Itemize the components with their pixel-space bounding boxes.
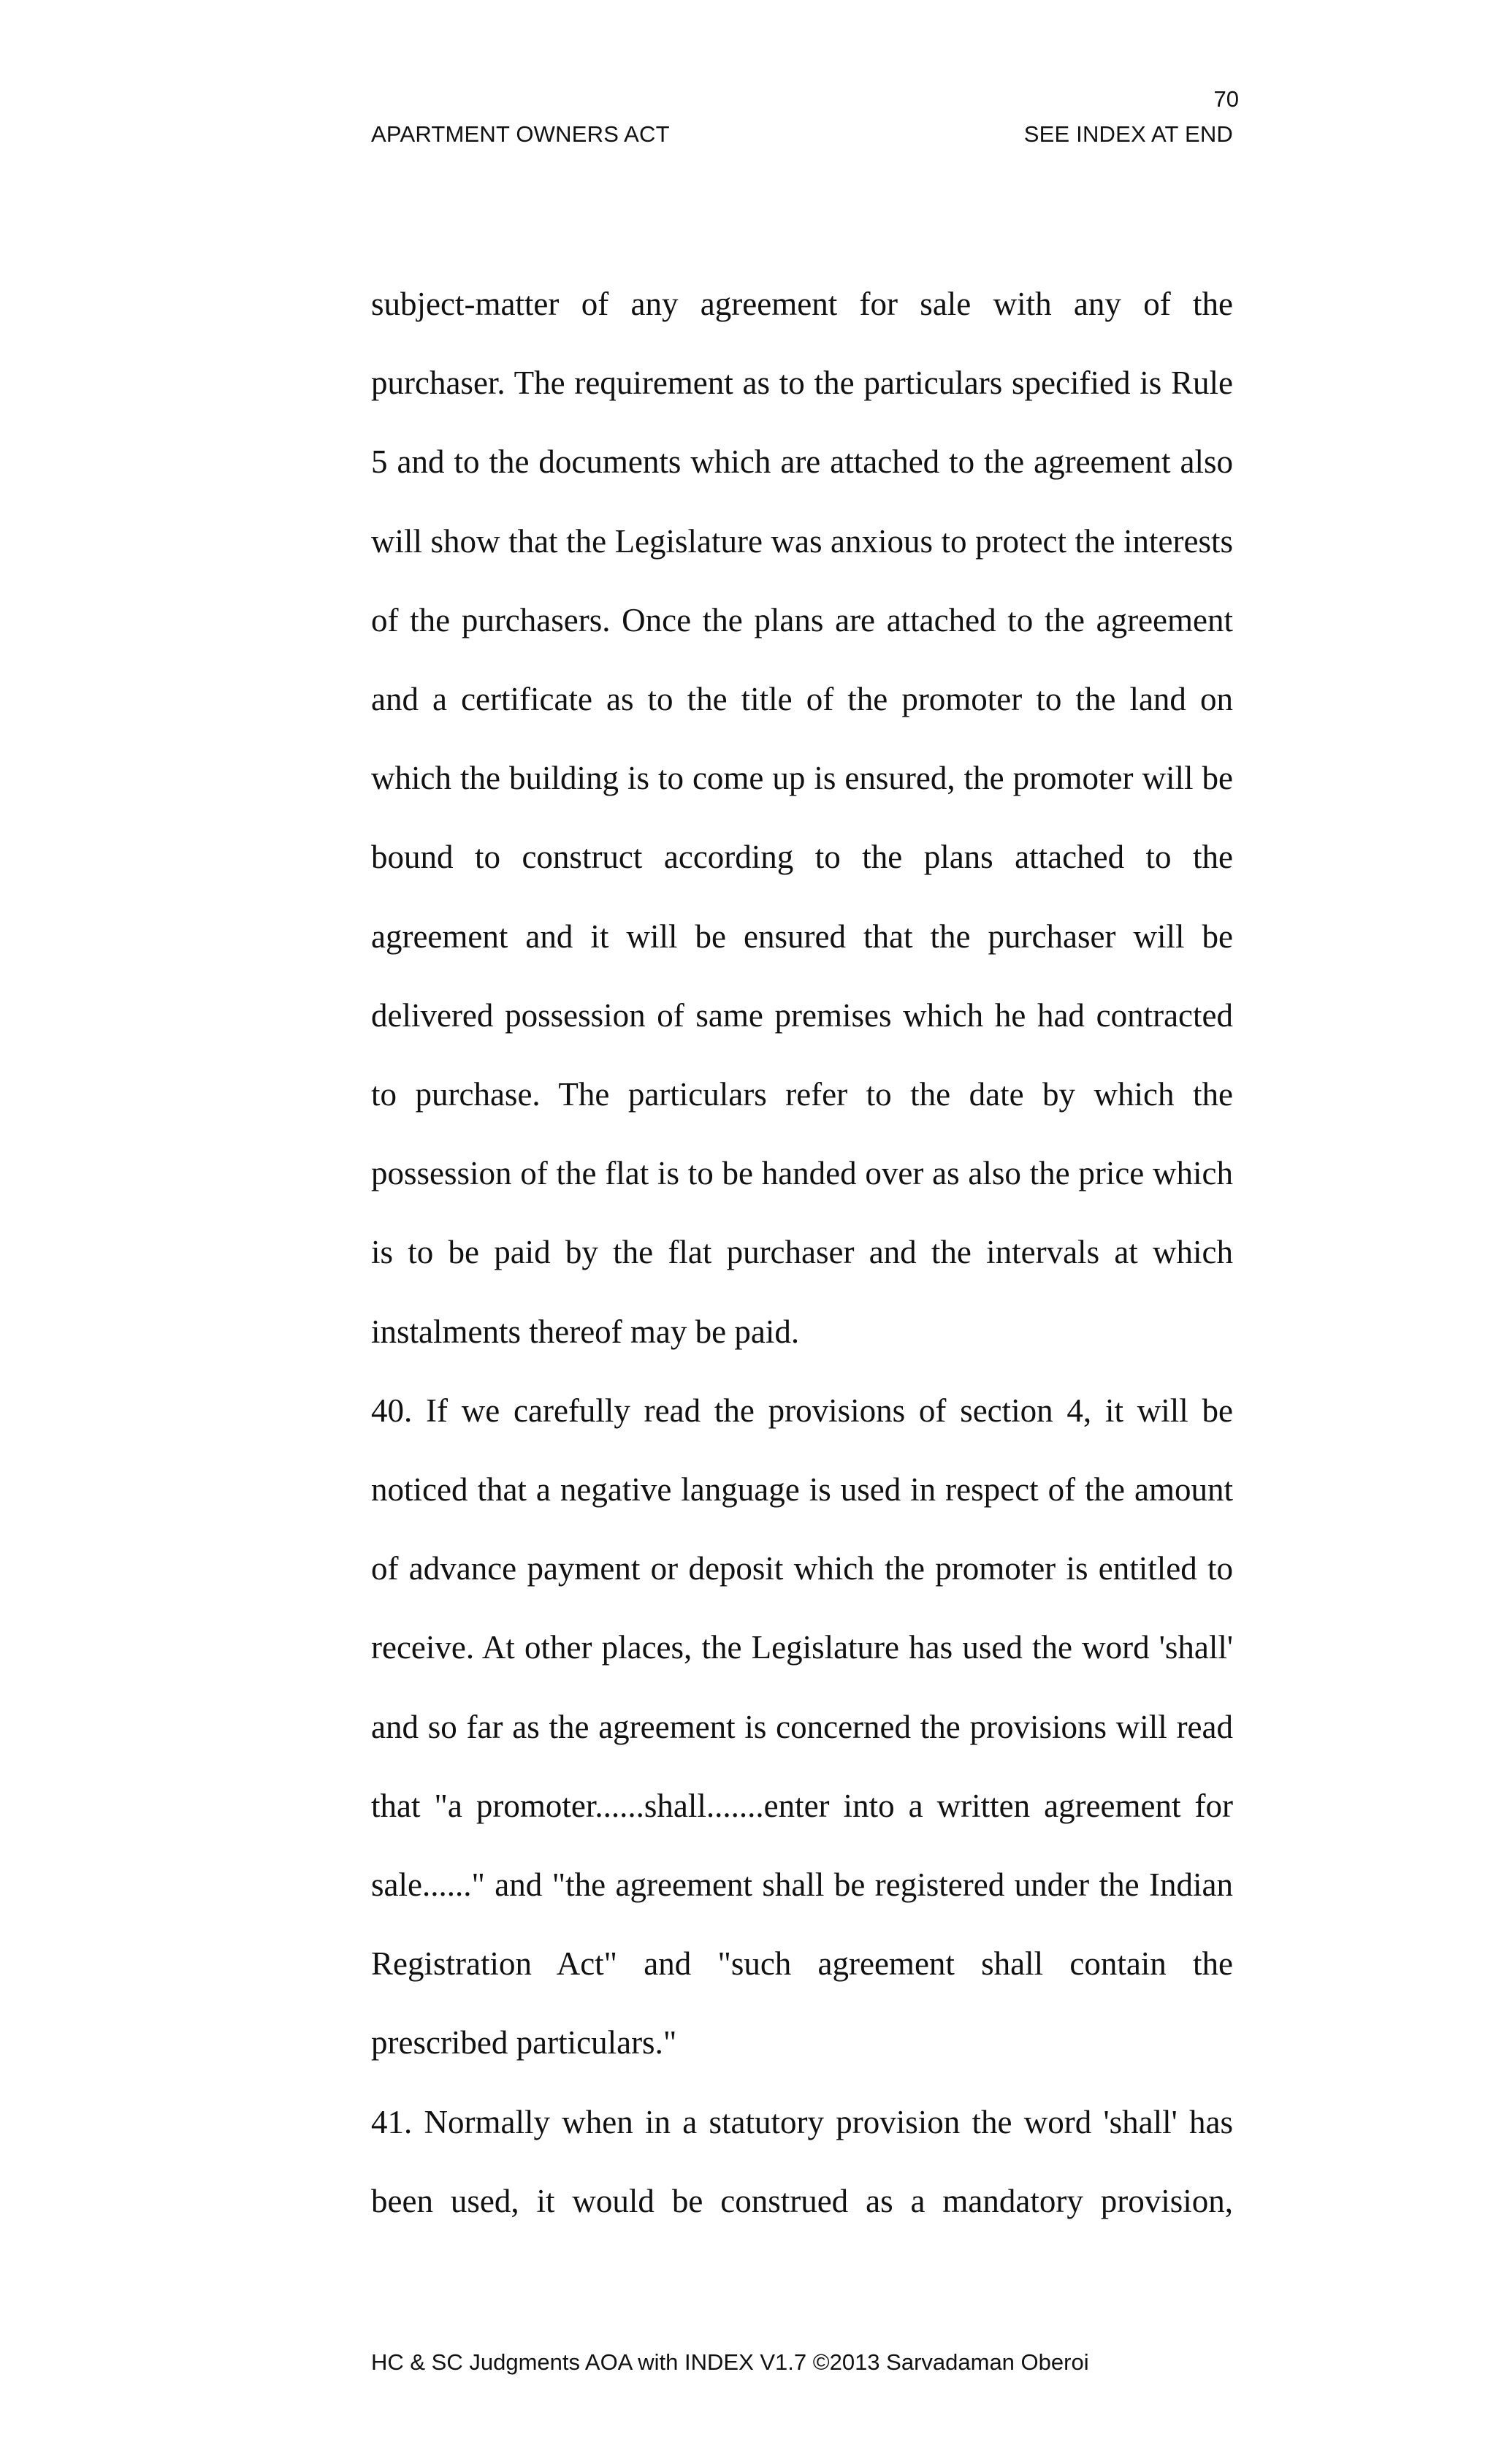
document-body	[371, 264, 1233, 2240]
paragraph: subject-matter of any agreement for sale with any of the purchaser. The requirement as to the particulars specified is Rule 5 and to the documents which are attached to the agreement also will show that the Legislature was anxious to protect the interests of the purchasers. Once the plans are attached to the agreement and a certificate as to the title of the promoter to the land on which the building is to come up is ensured, the promoter will be bound to construct according to the plans attached to the agreement and it will be ensured that the purchaser will be delivered possession of same premises which he had contracted to purchase. The particulars refer to the date by which the possession of the flat is to be handed over as also the price which is to be paid by the flat purchaser and the intervals at which instalments thereof may be paid.	[371, 286, 1233, 1350]
header-title: APARTMENT OWNERS ACT	[371, 121, 670, 147]
paragraph-41: 41. Normally when in a statutory provision the word 'shall' has been used, it would be construed as a mandatory provision,	[371, 2103, 1233, 2219]
page-footer: HC & SC Judgments AOA with INDEX V1.7 ©2013 Sarvadaman Oberoi	[371, 2349, 1089, 2375]
header-index-note: SEE INDEX AT END	[1023, 121, 1233, 147]
running-header	[371, 123, 1233, 145]
page-number: 70	[1213, 86, 1239, 112]
paragraph-40: 40. If we carefully read the provisions of section 4, it will be noticed that a negative language is used in respect of the amount of advance payment or deposit which the promoter is entitled to receive. At other places, the Legislature has used the word 'shall' and so far as the agreement is concerned the provisions will read that "a promoter......shall.......enter into a written agreement for sale......" and "the agreement shall be registered under the Indian Registration Act" and "such agreement shall contain the prescribed particulars."	[371, 1392, 1233, 2061]
